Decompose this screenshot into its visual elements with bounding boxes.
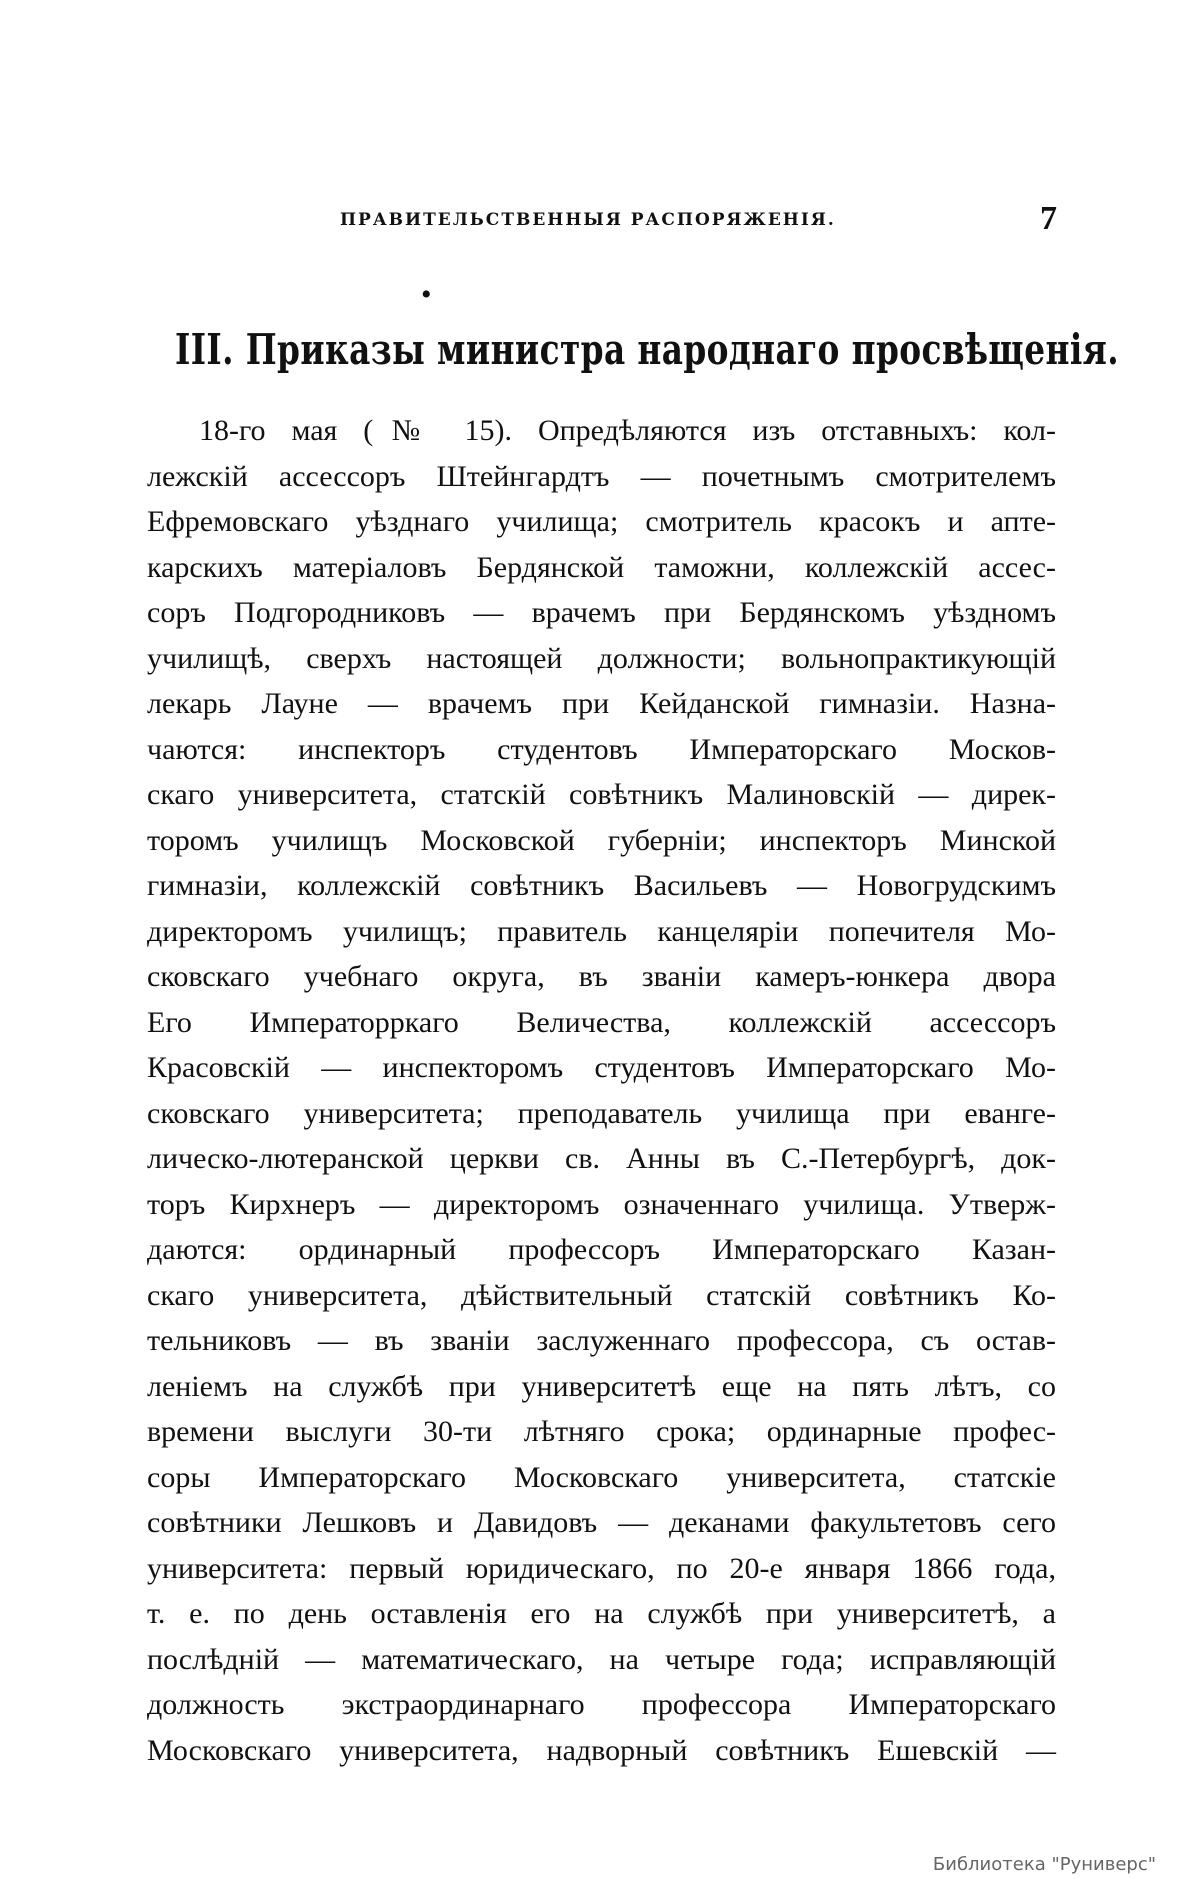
ink-dot: • [421,278,432,311]
text-line: торъ Кирхнеръ — директоромъ означеннаго училища. Утверж- [147,1187,1056,1221]
text-line: Московскаго университета, надворный совѣтникъ Ешевскій — [147,1733,1056,1767]
text-line: послѣдній — математическаго, на четыре года; исправляющій [147,1642,1056,1676]
text-line: тельниковъ — въ званіи заслуженнаго профессора, съ остав- [147,1324,1056,1357]
text-line: сковскаго университета; преподаватель училища при еванге- [147,1096,1056,1130]
text-line: скаго университета, статскій совѣтникъ Малиновскій — дирек- [147,778,1056,811]
text-line: т. е. по день оставленія его на службѣ при университетѣ, а [147,1597,1056,1630]
text-line: времени выслуги 30-ти лѣтняго срока; ординарные профес- [147,1415,1056,1448]
text-line: 18-го мая (№ 15). Опредѣляются изъ отставныхъ: кол- [199,414,1056,447]
text-line: сковскаго учебнаго округа, въ званіи камеръ-юнкера двора [147,960,1056,993]
text-line: Ефремовскаго уѣзднаго училища; смотритель красокъ и апте- [147,505,1056,538]
running-head: ПРАВИТЕЛЬСТВЕННЫЯ РАСПОРЯЖЕНІЯ. [340,210,836,230]
text-line: Красовскій — инспекторомъ студентовъ Императорскаго Мо- [147,1051,1056,1084]
library-watermark: Библиотека "Руниверс" [932,1854,1156,1875]
text-line: чаются: инспекторъ студентовъ Императорскаго Москов- [147,732,1056,766]
text-line: даются: ординарный профессоръ Императорскаго Казан- [147,1233,1056,1266]
text-line: соры Императорскаго Московскаго университета, статскіе [147,1460,1056,1494]
text-line: торомъ училищъ Московской губерніи; инспекторъ Минской [147,823,1056,857]
text-line: Его Императорркаго Величества, коллежскій ассессоръ [147,1005,1056,1039]
text-line: лическо-лютеранской церкви св. Анны въ С.-Петербургѣ, док- [147,1142,1056,1175]
section-title: III. Приказы министра народнаго просвѣщенія. [175,325,1120,374]
text-line: леніемъ на службѣ при университетѣ еще на пять лѣтъ, со [147,1369,1056,1403]
page-number: 7 [1040,200,1057,237]
text-line: лежскій ассессоръ Штейнгардтъ — почетнымъ смотрителемъ [147,459,1056,493]
text-line: соръ Подгородниковъ — врачемъ при Бердянскомъ уѣздномъ [147,596,1056,629]
body-paragraph [147,408,1056,1773]
text-line: училищѣ, сверхъ настоящей должности; вольнопрактикующій [147,641,1056,675]
text-line: совѣтники Лешковъ и Давидовъ — деканами факультетовъ сего [147,1506,1056,1539]
text-line: скаго университета, дѣйствительный статскій совѣтникъ Ко- [147,1278,1056,1312]
text-line: карскихъ матеріаловъ Бердянской таможни, коллежскій ассес- [147,550,1056,584]
text-line: должность экстраординарнаго профессора Императорскаго [147,1688,1056,1721]
text-line: директоромъ училищъ; правитель канцеляріи попечителя Мо- [147,914,1056,948]
text-line: лекарь Лауне — врачемъ при Кейданской гимназіи. Назна- [147,687,1056,720]
text-line: университета: первый юридическаго, по 20-е января 1866 года, [147,1551,1056,1585]
text-line: гимназіи, коллежскій совѣтникъ Васильевъ — Новогрудскимъ [147,869,1056,902]
